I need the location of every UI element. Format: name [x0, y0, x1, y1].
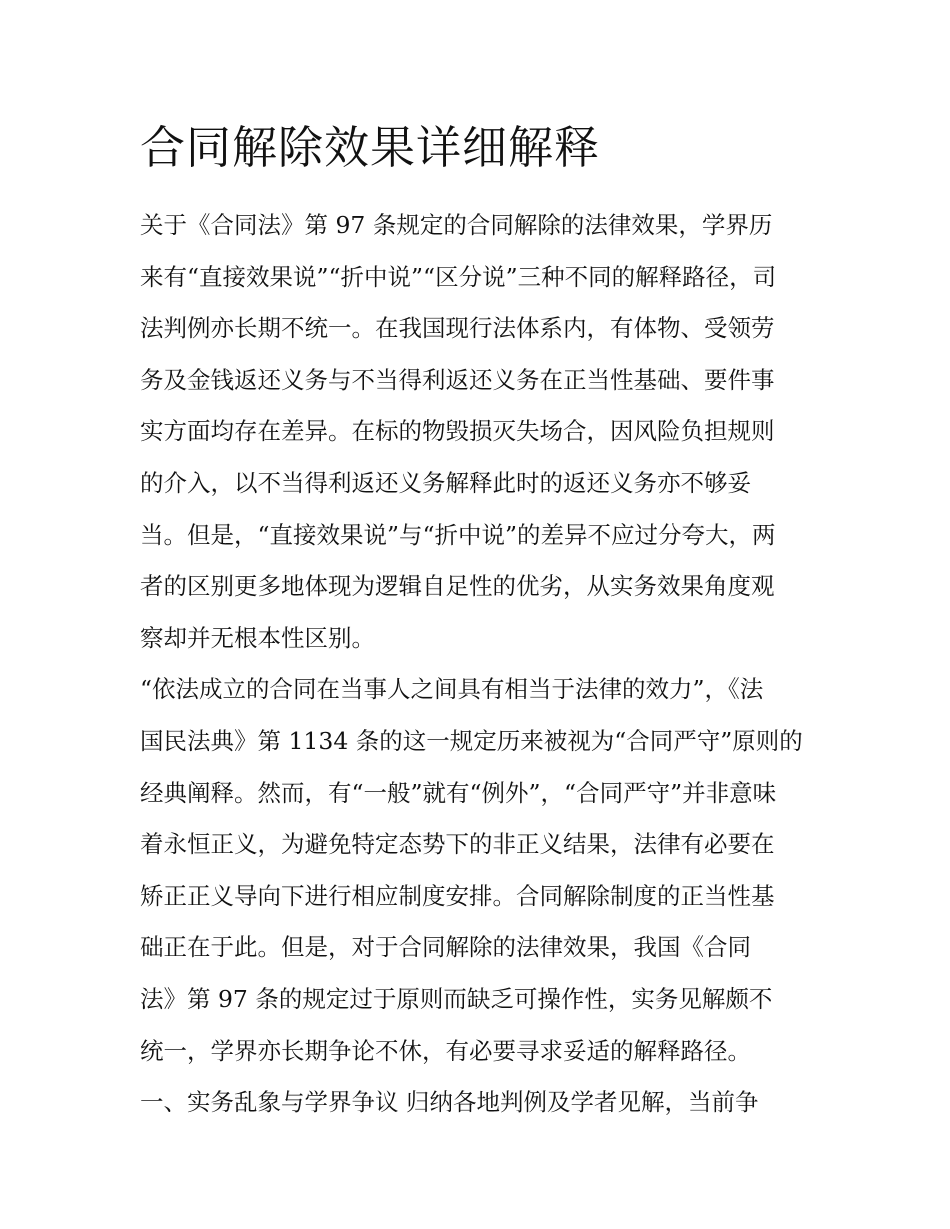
paragraph-line: 法判例亦长期不统一。在我国现行法体系内，有体物、受领劳: [140, 314, 775, 343]
paragraph-line: 务及金钱返还义务与不当得利返还义务在正当性基础、要件事: [140, 365, 775, 394]
paragraph-line: 察却并无根本性区别。: [140, 623, 375, 652]
document-body: [140, 118, 812, 1129]
paragraph-line: 统一，学界亦长期争论不休，有必要寻求妥适的解释路径。: [140, 1036, 751, 1065]
paragraph-2: [140, 664, 812, 1077]
paragraph-line: 矫正正义导向下进行相应制度安排。合同解除制度的正当性基: [140, 881, 775, 910]
paragraph-3: [140, 1077, 812, 1129]
paragraph-line: 着永恒正义，为避免特定态势下的非正义结果，法律有必要在: [140, 830, 775, 859]
paragraph-line: 经典阐释。然而，有“一般”就有“例外”，“合同严守”并非意味: [140, 778, 777, 807]
paragraph-line: 实方面均存在差异。在标的物毁损灭失场合，因风险负担规则: [140, 417, 775, 446]
paragraph-line: 法》第 97 条的规定过于原则而缺乏可操作性，实务见解颇不: [140, 984, 773, 1013]
paragraph-line: “依法成立的合同在当事人之间具有相当于法律的效力”，《法: [140, 675, 764, 704]
paragraph-1: [140, 200, 812, 664]
paragraph-line: 者的区别更多地体现为逻辑自足性的优劣，从实务效果角度观: [140, 572, 775, 601]
paragraph-line: 关于《合同法》第 97 条规定的合同解除的法律效果，学界历: [140, 211, 773, 239]
paragraph-line: 的介入，以不当得利返还义务解释此时的返还义务亦不够妥: [140, 468, 751, 497]
paragraph-line: 国民法典》第 1134 条的这一规定历来被视为“合同严守”原则的: [140, 726, 803, 755]
paragraph-line: 来有“直接效果说”“折中说”“区分说”三种不同的解释路径，司: [140, 262, 777, 291]
paragraph-line: 一、实务乱象与学界争议 归纳各地判例及学者见解，当前争: [140, 1088, 759, 1117]
paragraph-line: 础正在于此。但是，对于合同解除的法律效果，我国《合同: [140, 933, 751, 962]
paragraph-line: 当。但是，“直接效果说”与“折中说”的差异不应过分夸大，两: [140, 520, 776, 549]
document-title: 合同解除效果详细解释: [140, 121, 601, 174]
